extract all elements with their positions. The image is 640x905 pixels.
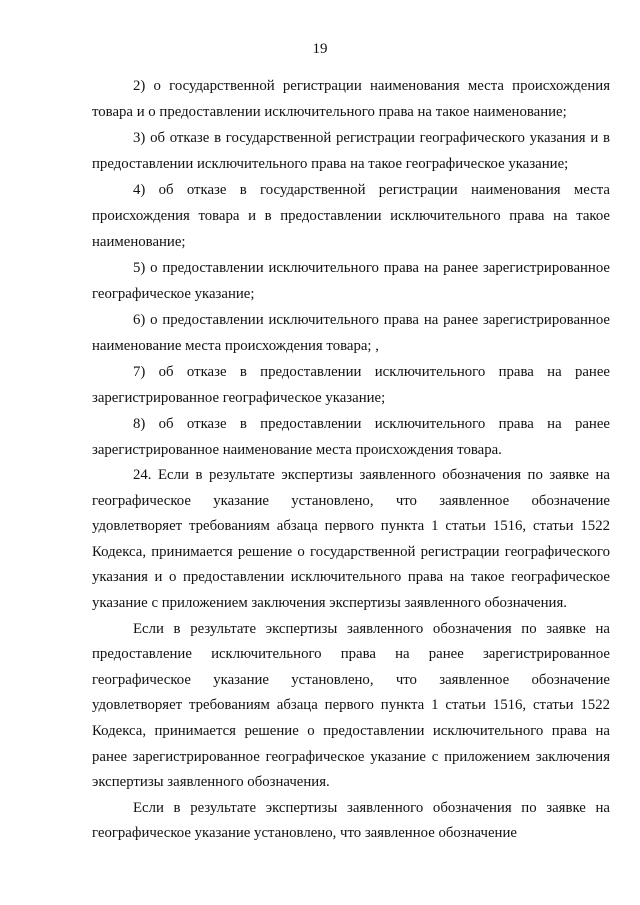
page-number: 19 — [312, 41, 328, 57]
paragraph-item-3: 3) об отказе в государственной регистрации географического указания и в предоставлении исключительного права на такое географическое указание; — [92, 130, 610, 172]
paragraph-item-7: 7) об отказе в предоставлении исключительного права на ранее зарегистрированное географическое указание; — [92, 364, 610, 406]
paragraph-item-2: 2) о государственной регистрации наименования места происхождения товара и о предоставлении исключительного права на такое наименование; — [92, 78, 610, 120]
paragraph-item-5: 5) о предоставлении исключительного права на ранее зарегистрированное географическое указание; — [92, 260, 610, 302]
paragraph-clause-24-third: Если в результате экспертизы заявленного обозначения по заявке на географическое указание установлено, что заявленное обозначение — [92, 799, 610, 842]
paragraph-item-4: 4) об отказе в государственной регистрации наименования места происхождения товара и в предоставлении исключительного права на такое наименование; — [92, 182, 610, 250]
paragraph-item-6: 6) о предоставлении исключительного права на ранее зарегистрированное наименование места происхождения товара; , — [92, 312, 610, 354]
paragraph-clause-24-second: Если в результате экспертизы заявленного обозначения по заявке на предоставление исключительного права на ранее зарегистрированное географическое указание установлено, что заявленное обозначение удовлетворяет требованиям абзаца первого пункта 1 статьи 1516, статьи 1522 Кодекса, принимается решение о предоставлении исключительного права на ранее зарегистрированное географическое указание с приложением заключения экспертизы заявленного обозначения. — [92, 620, 610, 791]
paragraph-clause-24: 24. Если в результате экспертизы заявленного обозначения по заявке на географическое указание установлено, что заявленное обозначение удовлетворяет требованиям абзаца первого пункта 1 статьи 1516, статьи 1522 Кодекса, принимается решение о государственной регистрации географического указания и о предоставлении исключительного права на такое географическое указание с приложением заключения экспертизы заявленного обозначения. — [92, 467, 610, 611]
document-body — [92, 73, 610, 847]
paragraph-item-8: 8) об отказе в предоставлении исключительного права на ранее зарегистрированное наименование места происхождения товара. — [92, 416, 610, 458]
